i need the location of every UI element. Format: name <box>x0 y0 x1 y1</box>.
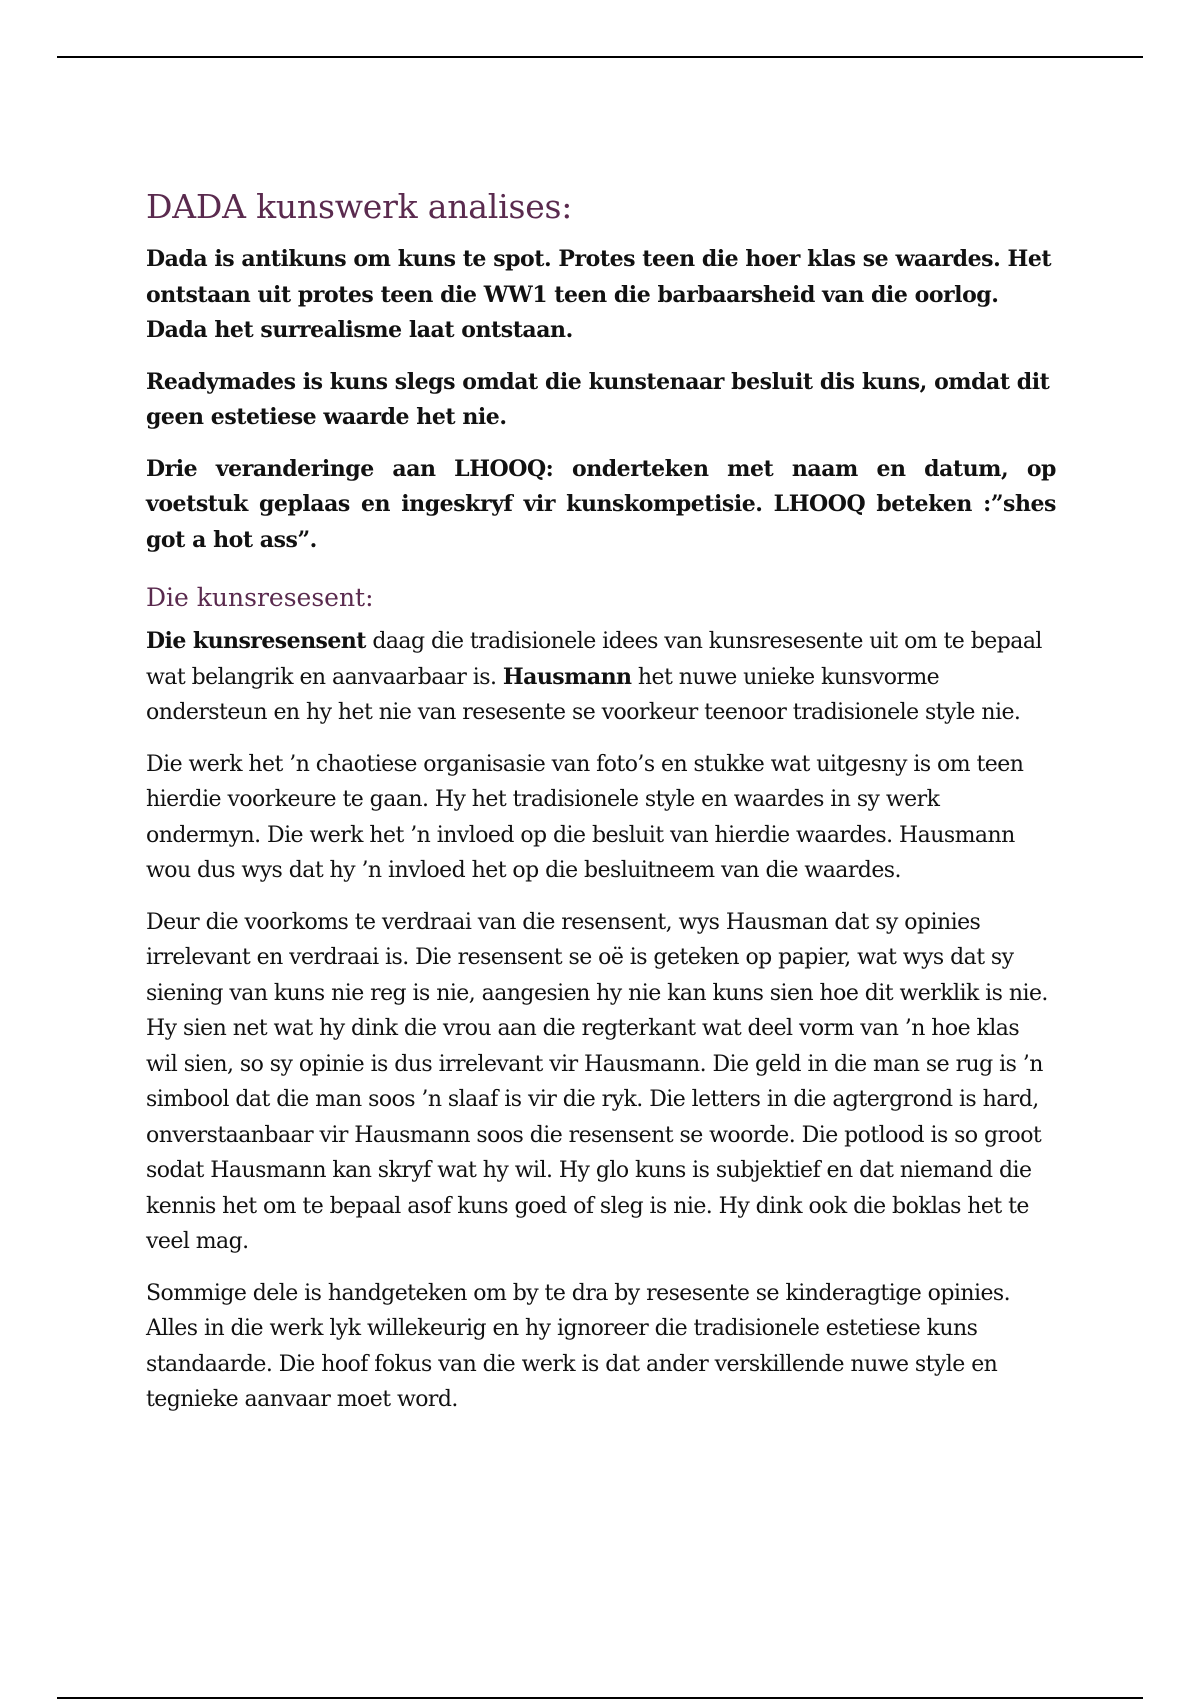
section-paragraph <box>146 624 1056 731</box>
footer-rule <box>57 1697 1143 1699</box>
paragraph-text: het nuwe unieke kunsvorme ondersteun en hy het nie van resesente se voorkeur teenoor tradisionele style nie. <box>146 664 1021 725</box>
body-paragraph: Deur die voorkoms te verdraai van die resensent, wys Hausman dat sy opinies irrelevant en verdraai is. Die resensent se oë is geteken op papier, wat wys dat sy siening van kuns nie reg is nie, aangesien hy nie kan kuns sien hoe dit werklik is nie. Hy sien net wat hy dink die vrou aan die regterkant wat deel vorm van ’n hoe klas wil sien, so sy opinie is dus irrelevant vir Hausmann. Die geld in die man se rug is ’n simbool dat die man soos ’n slaaf is vir die ryk. Die letters in die agtergrond is hard, onverstaanbaar vir Hausmann soos die resensent se woorde. Die potlood is so groot sodat Hausmann kan skryf wat hy wil. Hy glo kuns is subjektief en dat niemand die kennis het om te bepaal asof kuns goed of sleg is nie. Hy dink ook die boklas het te veel mag. <box>146 909 1048 1254</box>
intro-paragraph: Dada is antikuns om kuns te spot. Protes teen die hoer klas se waardes. Het ontstaan uit protes teen die WW1 teen die barbaarsheid van die oorlog. Dada het surrealisme laat ontstaan. <box>146 246 1052 343</box>
body-paragraph: Sommige dele is handgeteken om by te dra by resesente se kinderagtige opinies. Alles in die werk lyk willekeurig en hy ignoreer die tradisionele estetiese kuns standaarde. Die hoof fokus van die werk is dat ander verskillende nuwe style en tegnieke aanvaar moet word. <box>146 1280 1011 1412</box>
paragraph-text: daag die tradisionele idees van kunsresesente uit om te bepaal wat belangrik en aanvaarbaar is. <box>146 629 1042 690</box>
document-title: DADA kunswerk analises: <box>146 187 573 226</box>
section-heading: Die kunsresesent: <box>146 583 374 612</box>
intro-paragraph: Drie veranderinge aan LHOOQ: onderteken met naam en datum, op voetstuk geplaas en ingeskryf vir kunskompetisie. LHOOQ beteken :”shes got a hot ass”. <box>146 455 1056 553</box>
body-paragraph: Die werk het ’n chaotiese organisasie van foto’s en stukke wat uitgesny is om teen hierdie voorkeure te gaan. Hy het tradisionele style en waardes in sy werk ondermyn. Die werk het ’n invloed op die besluit van hierdie waardes. Hausmann wou dus wys dat hy ’n invloed het op die besluitneem van die waardes. <box>146 751 1024 883</box>
document-body <box>146 182 1056 1434</box>
intro-paragraph: Readymades is kuns slegs omdat die kunstenaar besluit dis kuns, omdat dit geen estetiese waarde het nie. <box>146 368 1050 430</box>
bold-term: Hausmann <box>502 663 632 690</box>
bold-term: Die kunsresensent <box>146 628 366 654</box>
header-rule <box>57 56 1143 58</box>
